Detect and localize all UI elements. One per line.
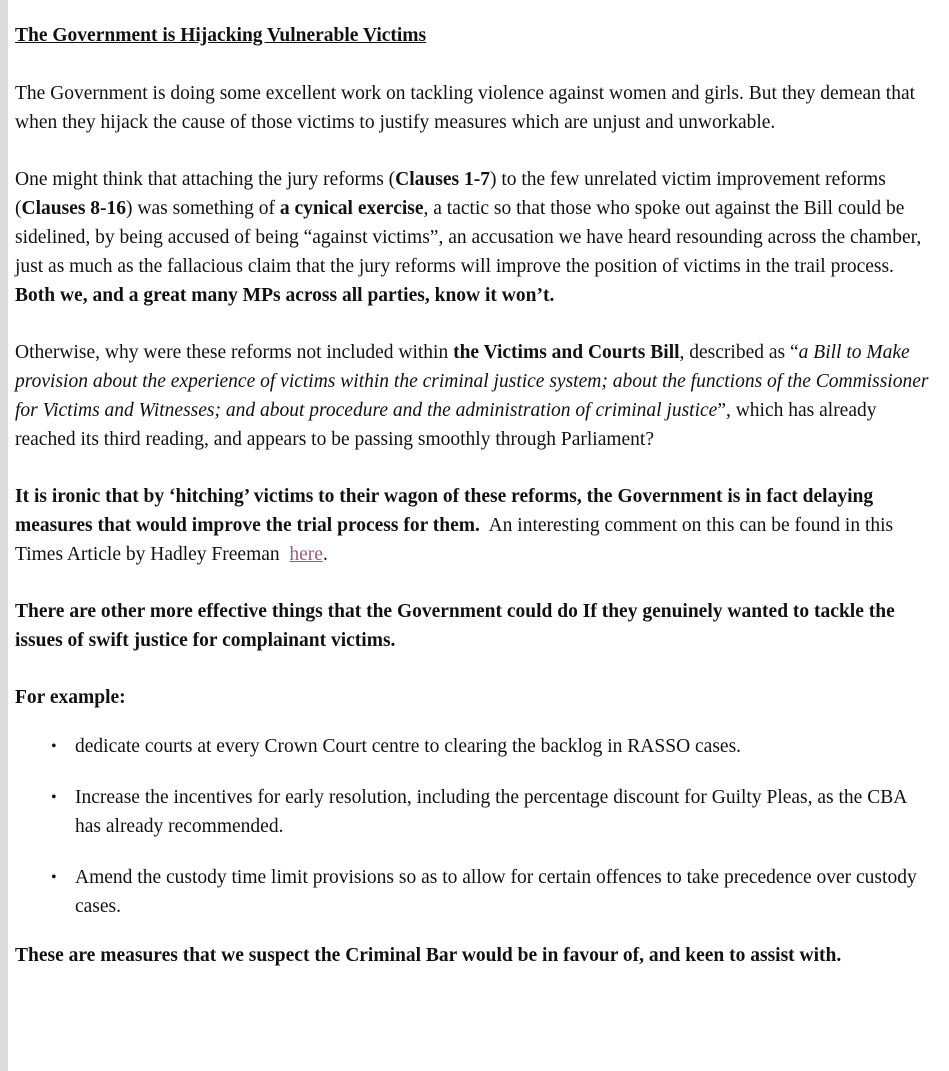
bullet-icon: • bbox=[51, 868, 57, 886]
p4-text-2: . bbox=[322, 544, 328, 565]
paragraph-closing bbox=[15, 941, 930, 970]
bill-description-quote: a Bill to Make provision about the experience of victims within the criminal justice system; about the functions of the Commissioner for Victims and Witnesses; and about procedure and the administration of criminal justice bbox=[15, 342, 929, 421]
p2-text-2: ) to the few unrelated victim improvement reforms ( bbox=[15, 169, 886, 219]
victims-courts-bill: the Victims and Courts Bill bbox=[453, 342, 680, 363]
clauses-8-16: Clauses 8-16 bbox=[21, 198, 127, 219]
p2-bold-conclusion: Both we, and a great many MPs across all parties, know it won’t. bbox=[15, 285, 555, 306]
list-item bbox=[51, 783, 930, 842]
document-title: The Government is Hijacking Vulnerable Victims bbox=[15, 25, 427, 46]
p4-text-1: An interesting comment on this can be found in this Times Article by Hadley Freeman bbox=[15, 515, 898, 565]
p3-text-2: , described as “ bbox=[679, 342, 799, 363]
p4-bold-statement: It is ironic that by ‘hitching’ victims to their wagon of these reforms, the Government is in fact delaying measures that would improve the trial process for them. bbox=[15, 486, 874, 536]
list-item-text: Amend the custody time limit provisions so as to allow for certain offences to take precedence over custody cases. bbox=[75, 866, 917, 917]
bullet-icon: • bbox=[51, 738, 57, 755]
p2-text-1: One might think that attaching the jury reforms ( bbox=[15, 169, 396, 190]
paragraph-effective-things bbox=[15, 597, 930, 655]
paragraph-victims-bill bbox=[15, 338, 930, 454]
clauses-1-7: Clauses 1-7 bbox=[395, 169, 490, 190]
bullet-icon: • bbox=[51, 788, 57, 806]
list-item bbox=[51, 863, 930, 922]
measures-list bbox=[15, 732, 930, 922]
times-article-link[interactable]: here bbox=[289, 544, 323, 565]
cynical-exercise: a cynical exercise bbox=[279, 198, 424, 219]
paragraph-intro: The Government is doing some excellent work on tackling violence against women and girls. But they demean that when they hijack the cause of those victims to justify measures which are unjust and unworkable. bbox=[15, 83, 916, 133]
paragraph-for-example bbox=[15, 683, 930, 712]
closing-statement: These are measures that we suspect the Criminal Bar would be in favour of, and keen to assist with. bbox=[15, 944, 842, 966]
list-item-text: Increase the incentives for early resolution, including the percentage discount for Guilty Pleas, as the CBA has already recommended. bbox=[75, 786, 907, 837]
list-item-text: dedicate courts at every Crown Court centre to clearing the backlog in RASSO cases. bbox=[75, 736, 742, 757]
p3-text-3: ”, which has already reached its third reading, and appears to be passing smoothly through Parliament? bbox=[15, 400, 877, 450]
paragraph-clauses bbox=[15, 165, 930, 310]
list-item bbox=[51, 732, 930, 762]
p2-text-3: ) was something of bbox=[126, 198, 280, 219]
p3-text-1: Otherwise, why were these reforms not included within bbox=[15, 342, 454, 363]
p5-bold: There are other more effective things that the Government could do If they genuinely wanted to tackle the issues of swift justice for complainant victims. bbox=[15, 601, 895, 651]
paragraph-ironic bbox=[15, 482, 930, 569]
left-margin-bar bbox=[0, 0, 8, 1071]
document-body bbox=[15, 20, 930, 998]
p2-text-4: , a tactic so that those who spoke out against the Bill could be sidelined, by being accused of being “against victims”, an accusation we have heard resounding across the chamber, just as much as the fallacious claim that the jury reforms will improve the position of victims in the trail process. bbox=[15, 198, 922, 277]
for-example-label: For example: bbox=[15, 687, 126, 708]
